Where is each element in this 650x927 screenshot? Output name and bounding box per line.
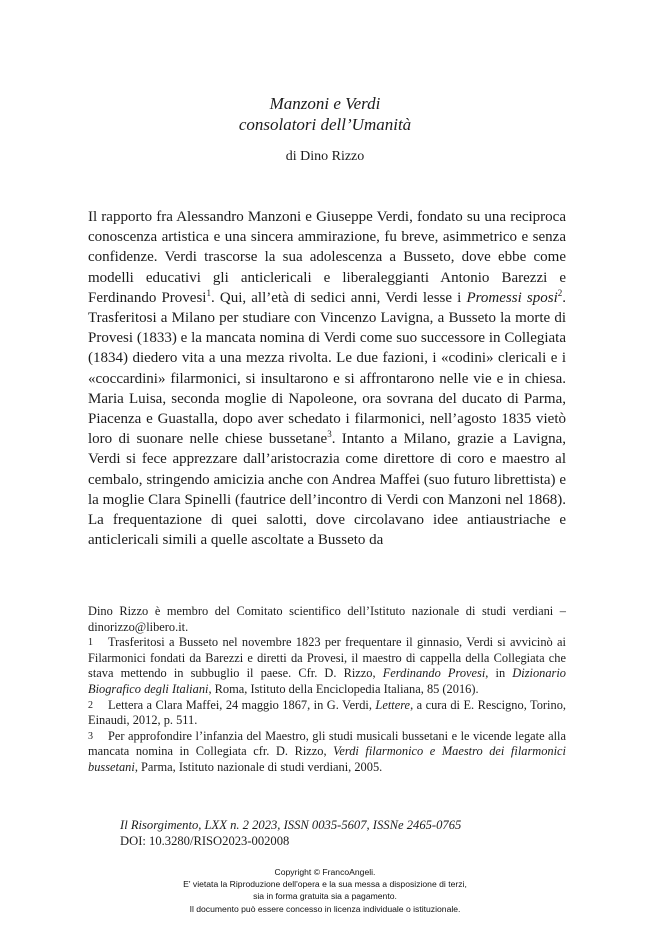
copyright-line-4: Il documento può essere concesso in licenza individuale o istituzionale. xyxy=(189,903,461,914)
footnote-ref-2: 2 xyxy=(557,287,563,298)
title-line-1: Manzoni e Verdi xyxy=(269,94,381,113)
body-text-part-3: . Trasferitosi a Milano per studiare con Vincenzo Lavigna, a Busseto la morte di Provesi (1833) e la mancata nomina di Verdi come suo successore in Collegiata (1834) diedero vita a una mezza rivolta. Le due fazioni, i «codini» clericali e i «coccardini» filarmonici, si insultarono e si affrontarono nelle vie e in chiesa. Maria Luisa, seconda moglie di Napoleone, ora sovrana del ducato di Parma, Piacenza e Guastalla, dopo aver schedato i filarmonici, nell’agosto 1835 vietò loro di suonare nelle chiese bussetane xyxy=(88,289,566,448)
footnote-3-text-a: Per approfondire l’infanzia del Maestro, gli studi musicali bussetani e le vicende legate alla mancata nomina in Collegiata cfr. D. Rizzo, xyxy=(88,728,566,759)
footnote-2-text-a: Lettera a Clara Maffei, 24 maggio 1867, in G. Verdi, xyxy=(108,697,376,712)
paragraph-text xyxy=(88,207,566,550)
footnote-2 xyxy=(88,698,566,729)
footnote-1-number: 1 xyxy=(88,637,93,649)
publication-meta xyxy=(120,818,461,849)
copyright-notice xyxy=(0,866,650,915)
footnote-1 xyxy=(88,635,566,697)
footnote-2-italic-a: Lettere xyxy=(375,697,411,712)
footnote-3 xyxy=(88,729,566,776)
footnote-1-text-b: , in xyxy=(485,666,513,681)
article-author: di Dino Rizzo xyxy=(285,149,365,164)
body-text-part-2: . Qui, all’età di sedici anni, Verdi lesse i xyxy=(210,289,467,306)
footnote-1-italic-a: Ferdinando Provesi xyxy=(382,666,486,681)
body-text-part-1: Il rapporto fra Alessandro Manzoni e Giuseppe Verdi, fondato su una reciproca conoscenza artistica e una sincera ammirazione, fu breve, asimmetrico e senza confidenze. Verdi trascorse la sua adolescenza a Busseto, dove ebbe come modelli educativi gli anticlericali e liberaleggianti Antonio Barezzi e Ferdinando Provesi xyxy=(88,209,566,306)
footnote-1-italic-b: Dizionario Biografico degli Italiani xyxy=(88,666,566,696)
body-text-part-4: . Intanto a Milano, grazie a Lavigna, Verdi si fece apprezzare dall’aristocrazia come direttore di coro e maestro al cembalo, stringendo amicizia anche con Andrea Maffei (suo futuro librettista) e la moglie Clara Spinelli (fautrice dell’incontro di Verdi con Manzoni nel 1868). La frequentazione di quei salotti, dove circolavano idee antiaustriache e anticlericali simili a quelle ascoltate a Busseto da xyxy=(88,431,566,549)
title-line-2: consolatori dell’Umanità xyxy=(238,115,412,134)
footnote-3-text-b: , Parma, Istituto nazionale di studi verdiani, 2005. xyxy=(134,759,383,774)
author-note: Dino Rizzo è membro del Comitato scientifico dell’Istituto nazionale di studi verdiani – dinorizzo@libero.it. xyxy=(88,604,566,634)
footnotes-section xyxy=(88,604,566,776)
copyright-line-2: E' vietata la Riproduzione dell'opera e la sua messa a disposizione di terzi, xyxy=(183,879,467,890)
copyright-line-3: sia in forma gratuita sia a pagamento. xyxy=(253,891,397,902)
article-title xyxy=(0,93,650,135)
footnote-3-italic-a: Verdi filarmonico e Maestro dei filarmonici bussetani xyxy=(88,744,566,774)
footnote-2-text-b: , a cura di E. Rescigno, Torino, Einaudi, 2012, p. 511. xyxy=(88,697,566,728)
footnote-ref-1: 1 xyxy=(206,287,211,298)
journal-citation: Il Risorgimento, LXX n. 2 2023, ISSN 0035-5607, ISSNe 2465-0765 xyxy=(120,818,462,832)
footnote-1-text-c: , Roma, Istituto della Enciclopedia Italiana, 85 (2016). xyxy=(208,681,479,696)
footnote-2-number: 2 xyxy=(88,699,93,711)
doi-link[interactable]: DOI: 10.3280/RISO2023-002008 xyxy=(120,833,290,848)
book-title-promessi-sposi: Promessi sposi xyxy=(466,289,558,306)
footnote-1-text-a: Trasferitosi a Busseto nel novembre 1823 per frequentare il ginnasio, Verdi si avvicinò ai Filarmonici fondati da Barezzi e diretti da Provesi, il maestro di cappella della Collegiata che stava mettendo in subbuglio il paese. Cfr. D. Rizzo, xyxy=(88,635,566,681)
footnote-ref-3: 3 xyxy=(327,429,332,440)
copyright-line-1: Copyright © FrancoAngeli. xyxy=(274,867,376,877)
body-paragraph xyxy=(88,207,566,550)
footnote-3-number: 3 xyxy=(88,730,93,742)
